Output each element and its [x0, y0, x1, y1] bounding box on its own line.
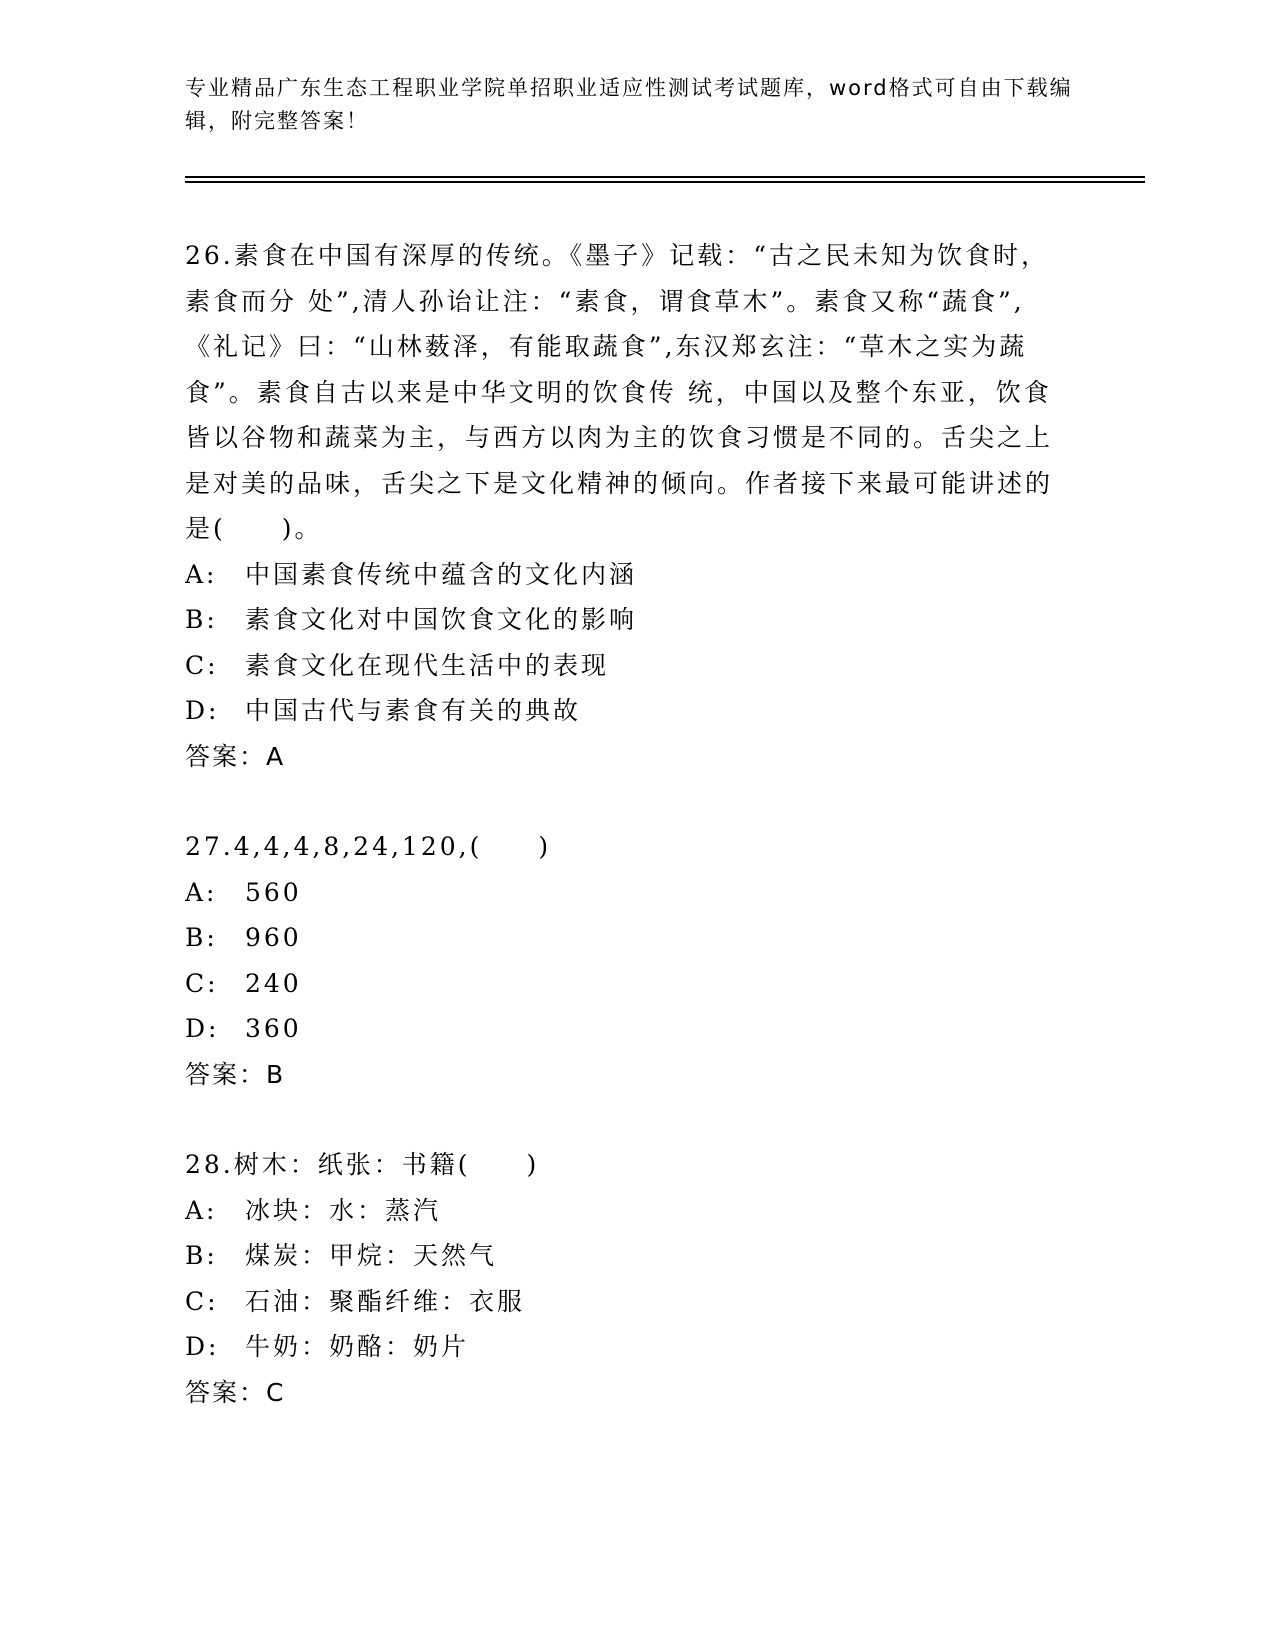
- option-key: B:: [185, 605, 218, 634]
- option-key: A:: [185, 1195, 218, 1225]
- option-text: 冰块：水：蒸汽: [245, 1195, 442, 1225]
- option-a: [185, 870, 1065, 916]
- option-key: C:: [185, 968, 219, 998]
- question-stem: 26.素食在中国有深厚的传统。《墨子》记载：“古之民未知为饮食时，素食而分 处”,清人孙诒让注：“素食，谓食草木”。素食又称“蔬食”,《礼记》曰：“山林薮泽，有能取蔬食”,东汉郑玄注：“草木之实为蔬食”。素食自古以来是中华文明的饮食传 统，中国以及整个东亚，饮食皆以谷物和蔬菜为主，与西方以肉为主的饮食习惯是不同的。舌尖之上是对美的品味，舌尖之下是文化精神的倾向。作者接下来最可能讲述的是( )。: [185, 241, 1054, 543]
- option-text: 240: [245, 968, 302, 998]
- option-key: B:: [185, 1241, 218, 1270]
- question-26: [185, 233, 1065, 779]
- option-key: A:: [185, 877, 218, 907]
- question-28: [185, 1142, 1065, 1415]
- question-stem: 27.4,4,4,8,24,120,( ): [185, 832, 552, 861]
- answer-line: 答案：A: [185, 741, 286, 771]
- option-b: [185, 1233, 1065, 1279]
- option-text: 素食文化在现代生活中的表现: [245, 650, 610, 680]
- option-text: 960: [245, 923, 302, 952]
- option-d: [185, 1324, 1065, 1370]
- option-c: [185, 1279, 1065, 1325]
- option-text: 煤炭：甲烷：天然气: [245, 1241, 498, 1270]
- option-text: 中国古代与素食有关的典故: [245, 696, 582, 725]
- option-d: [185, 688, 1065, 734]
- option-text: 中国素食传统中蕴含的文化内涵: [245, 559, 638, 589]
- question-stem: 28.树木：纸张：书籍( ): [185, 1150, 540, 1179]
- answer-line: 答案：B: [185, 1059, 286, 1089]
- option-key: C:: [185, 1286, 219, 1316]
- option-c: [185, 643, 1065, 689]
- option-key: D:: [185, 1332, 220, 1361]
- option-text: 石油：聚酯纤维：衣服: [245, 1286, 526, 1316]
- option-b: [185, 915, 1065, 961]
- option-text: 牛奶：奶酪：奶片: [245, 1332, 470, 1361]
- option-b: [185, 597, 1065, 643]
- answer-line: 答案：C: [185, 1377, 286, 1407]
- option-c: [185, 961, 1065, 1007]
- option-key: A:: [185, 559, 218, 589]
- option-text: 560: [245, 877, 302, 907]
- option-key: B:: [185, 923, 218, 952]
- page-header: 专业精品广东生态工程职业学院单招职业适应性测试考试题库，word格式可自由下载编辑，附完整答案！: [185, 76, 1073, 133]
- option-key: D:: [185, 1014, 220, 1043]
- option-d: [185, 1006, 1065, 1052]
- question-27: [185, 824, 1065, 1097]
- option-text: 360: [245, 1014, 302, 1043]
- header-divider-bottom: [185, 181, 1145, 183]
- option-a: [185, 552, 1065, 598]
- option-key: C:: [185, 650, 219, 680]
- header-divider-top: [185, 176, 1145, 178]
- option-a: [185, 1188, 1065, 1234]
- option-key: D:: [185, 696, 220, 725]
- option-text: 素食文化对中国饮食文化的影响: [245, 605, 638, 634]
